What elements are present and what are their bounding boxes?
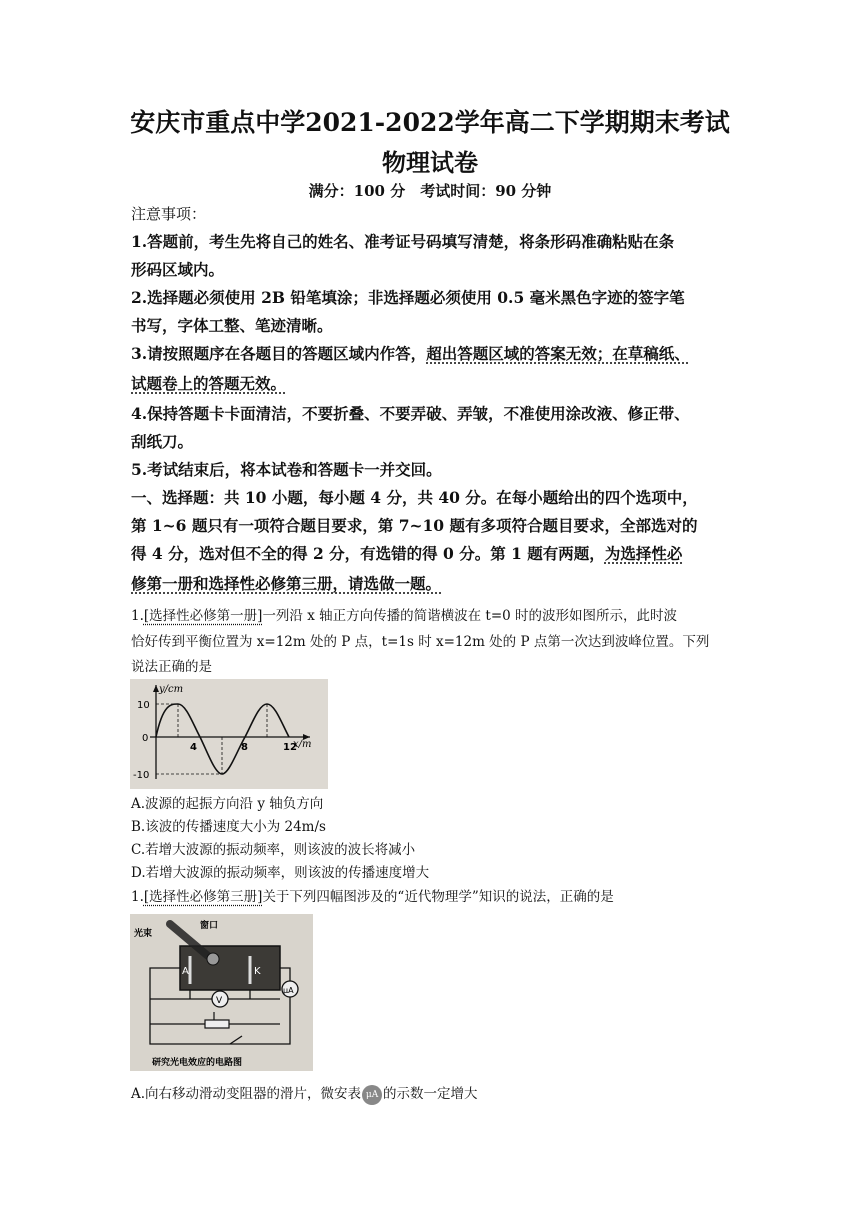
q1a-option-d: D.若增大波源的振动频率，则该波的传播速度增大 <box>131 865 430 881</box>
microammeter-label: μA <box>283 986 294 995</box>
q1b-number: 1. <box>131 889 144 905</box>
q1a-number: 1. <box>131 608 144 624</box>
graph-xtick-4: 4 <box>190 742 197 753</box>
circuit-electrode-k: K <box>254 966 261 977</box>
note-3a-emphasis: 超出答题区域的答案无效；在草稿纸、 <box>426 344 690 363</box>
circuit-light-label: 光束 <box>134 929 153 939</box>
wave-graph <box>130 679 328 789</box>
circuit-figure <box>130 914 313 1071</box>
section-line-2: 第 1~6 题只有一项符合题目要求，第 7~10 题有多项符合题目要求，全部选对的 <box>131 516 698 535</box>
q1b-stem: 关于下列四幅图涉及的“近代物理学”知识的说法，正确的是 <box>262 889 614 905</box>
q1a-option-b: B.该波的传播速度大小为 24m/s <box>131 819 326 835</box>
note-4a: 4.保持答题卡卡面清洁，不要折叠、不要弄破、弄皱，不准使用涂改液、修正带、 <box>131 404 690 423</box>
note-3b: 试题卷上的答题无效。 <box>131 374 287 393</box>
q1b-option-a-pre: A.向右移动滑动变阻器的滑片，微安表 <box>131 1086 362 1102</box>
section-line-1: 一、选择题：共 10 小题，每小题 4 分，共 40 分。在每小题给出的四个选项中， <box>131 488 698 507</box>
q1a-stem-1: 一列沿 x 轴正方向传播的简谐横波在 t=0 时的波形如图所示，此时波 <box>262 608 678 624</box>
exam-meta: 满分：100 分 考试时间：90 分钟 <box>308 182 552 200</box>
note-4b: 刮纸刀。 <box>131 432 194 451</box>
microammeter-icon: μA <box>362 1085 382 1105</box>
note-5: 5.考试结束后，将本试卷和答题卡一并交回。 <box>131 460 442 479</box>
q1a-tag: [选择性必修第一册] <box>143 608 263 624</box>
circuit-electrode-a: A <box>182 966 189 977</box>
graph-ylabel: y/cm <box>159 684 184 695</box>
q1a-option-c: C.若增大波源的振动频率，则该波的波长将减小 <box>131 842 416 858</box>
section-line-3-plain: 得 4 分，选对但不全的得 2 分，有选错的得 0 分。第 1 题有两题， <box>131 544 605 563</box>
note-2a: 2.选择题必须使用 2B 铅笔填涂；非选择题必须使用 0.5 毫米黑色字迹的签字笔 <box>131 288 685 307</box>
graph-ytick-neg10: -10 <box>133 770 150 781</box>
graph-xtick-8: 8 <box>241 742 248 753</box>
graph-ytick-10: 10 <box>137 700 150 711</box>
q1a-line-3: 说法正确的是 <box>131 659 212 675</box>
circuit-window-label: 窗口 <box>200 921 219 931</box>
section-line-3-emphasis: 为选择性必 <box>604 544 683 563</box>
section-line-3 <box>131 540 731 568</box>
wave-graph-svg <box>130 679 328 789</box>
circuit-caption: 研究光电效应的电路图 <box>152 1058 243 1068</box>
exam-subject: 物理试卷 <box>382 148 478 177</box>
circuit-figure-svg <box>130 914 313 1071</box>
note-3a <box>131 340 731 368</box>
q1b-option-a-post: 的示数一定增大 <box>383 1086 478 1102</box>
q1a-line-2: 恰好传到平衡位置为 x=12m 处的 P 点，t=1s 时 x=12m 处的 P 点第一次达到波峰位置。下列 <box>131 634 710 650</box>
note-3a-plain: 3.请按照题序在各题目的答题区域内作答， <box>131 344 427 363</box>
graph-ytick-0: 0 <box>142 733 149 744</box>
note-2b: 书写，字体工整、笔迹清晰。 <box>131 316 333 335</box>
graph-xtick-12: 12 <box>283 742 297 753</box>
q1a-option-a: A.波源的起振方向沿 y 轴负方向 <box>131 796 324 812</box>
q1b-line-1 <box>131 885 731 909</box>
notes-heading: 注意事项： <box>131 205 207 223</box>
voltmeter-label: V <box>216 996 223 1006</box>
note-1a: 1.答题前，考生先将自己的姓名、准考证号码填写清楚，将条形码准确粘贴在条 <box>131 232 675 251</box>
exam-title: 安庆市重点中学2021-2022学年高二下学期期末考试 <box>130 108 730 137</box>
graph-xlabel: x/m <box>293 739 312 750</box>
q1a-line-1 <box>131 604 731 628</box>
q1b-tag: [选择性必修第三册] <box>143 889 263 905</box>
q1b-option-a <box>131 1082 731 1106</box>
section-line-4: 修第一册和选择性必修第三册，请选做一题。 <box>131 574 442 593</box>
note-1b: 形码区域内。 <box>131 260 225 279</box>
